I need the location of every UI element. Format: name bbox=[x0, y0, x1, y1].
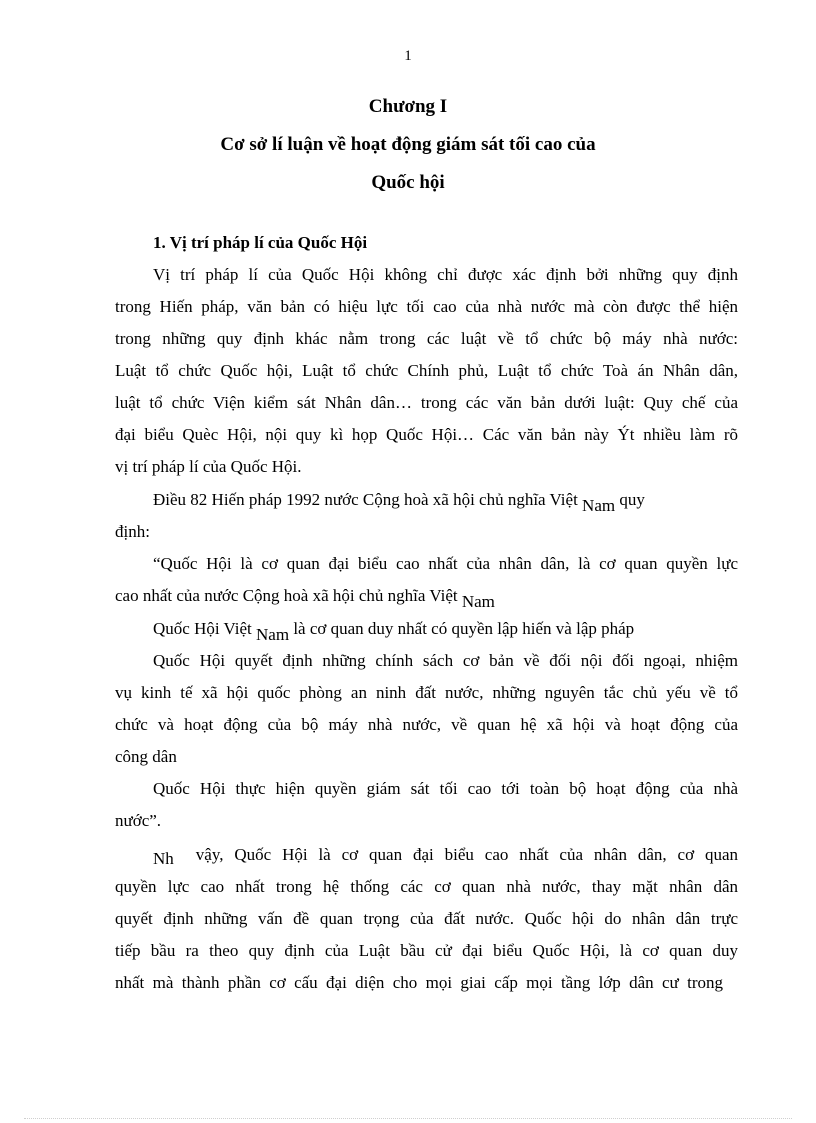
chapter-title-line2: Quốc hội bbox=[371, 172, 445, 193]
body-line bbox=[153, 618, 738, 644]
body-line: trong những quy định khác nằm trong các luật về tổ chức bộ máy nhà nước: bbox=[115, 329, 738, 348]
text-run: là cơ quan duy nhất có quyền lập hiến và lập pháp bbox=[293, 619, 635, 638]
body-line: Quốc Hội thực hiện quyền giám sát tối cao tới toàn bộ hoạt động của nhà bbox=[153, 779, 738, 798]
body-line: Vị trí pháp lí của Quốc Hội không chỉ được xác định bởi những quy định bbox=[153, 265, 738, 284]
page-bottom-border bbox=[24, 1118, 792, 1119]
body-line bbox=[153, 489, 738, 515]
text-run: Điều 82 Hiến pháp 1992 nước Cộng hoà xã hội chủ nghĩa Việt bbox=[153, 490, 578, 509]
body-line: đại biểu Quèc Hội, nội quy kì họp Quốc Hội… Các văn bản này Ýt nhiều làm rõ bbox=[115, 425, 738, 444]
body-line: tiếp bầu ra theo quy định của Luật bầu cử đại biểu Quốc Hội, là cơ quan duy bbox=[115, 941, 738, 960]
section-heading: 1. Vị trí pháp lí của Quốc Hội bbox=[153, 233, 368, 252]
chapter-label: Chương I bbox=[368, 96, 448, 117]
body-line bbox=[115, 585, 738, 611]
body-line: vụ kinh tế xã hội quốc phòng an ninh đất nước, những nguyên tắc chủ yếu về tổ bbox=[115, 683, 738, 702]
body-line: quyết định những vấn đề quan trọng của đất nước. Quốc hội do nhân dân trực bbox=[115, 909, 738, 928]
text-run: vậy, Quốc Hội là cơ quan đại biểu cao nhất của nhân dân, cơ quan bbox=[195, 845, 738, 864]
body-line: nhất mà thành phần cơ cấu đại diện cho mọi giai cấp mọi tầng lớp dân cư trong bbox=[115, 973, 723, 992]
body-line: vị trí pháp lí của Quốc Hội. bbox=[115, 457, 302, 476]
body-line: Luật tổ chức Quốc hội, Luật tổ chức Chính phủ, Luật tổ chức Toà án Nhân dân, bbox=[115, 361, 738, 380]
body-line: quyền lực cao nhất trong hệ thống các cơ quan nhà nước, thay mặt nhân dân bbox=[115, 877, 738, 896]
chapter-title-line1: Cơ sở lí luận về hoạt động giám sát tối cao của bbox=[220, 134, 596, 155]
body-line: trong Hiến pháp, văn bản có hiệu lực tối cao của nhà nước mà còn được thể hiện bbox=[115, 297, 738, 316]
text-run: cao nhất của nước Cộng hoà xã hội chủ nghĩa Việt bbox=[115, 586, 458, 605]
body-line: chức và hoạt động của bộ máy nhà nước, về quan hệ xã hội và hoạt động của bbox=[115, 715, 738, 734]
text-run: Nam bbox=[582, 496, 616, 515]
body-line bbox=[153, 844, 738, 866]
body-line: công dân bbox=[115, 747, 177, 766]
body-line: Quốc Hội quyết định những chính sách cơ bản về đối nội đối ngoại, nhiệm bbox=[153, 651, 738, 670]
text-run: quy bbox=[619, 490, 645, 509]
body-line: nước”. bbox=[115, 811, 162, 830]
text-run: Nam bbox=[256, 625, 290, 644]
text-run: Nh bbox=[153, 849, 174, 868]
page-number: 1 bbox=[404, 48, 412, 64]
body-line: “Quốc Hội là cơ quan đại biểu cao nhất của nhân dân, là cơ quan quyền lực bbox=[153, 554, 738, 573]
body-line: định: bbox=[115, 522, 150, 541]
text-run: Nam bbox=[461, 592, 495, 611]
body-line: luật tổ chức Viện kiểm sát Nhân dân… trong các văn bản dưới luật: Quy chế của bbox=[115, 393, 738, 412]
text-run: Quốc Hội Việt bbox=[153, 619, 252, 638]
